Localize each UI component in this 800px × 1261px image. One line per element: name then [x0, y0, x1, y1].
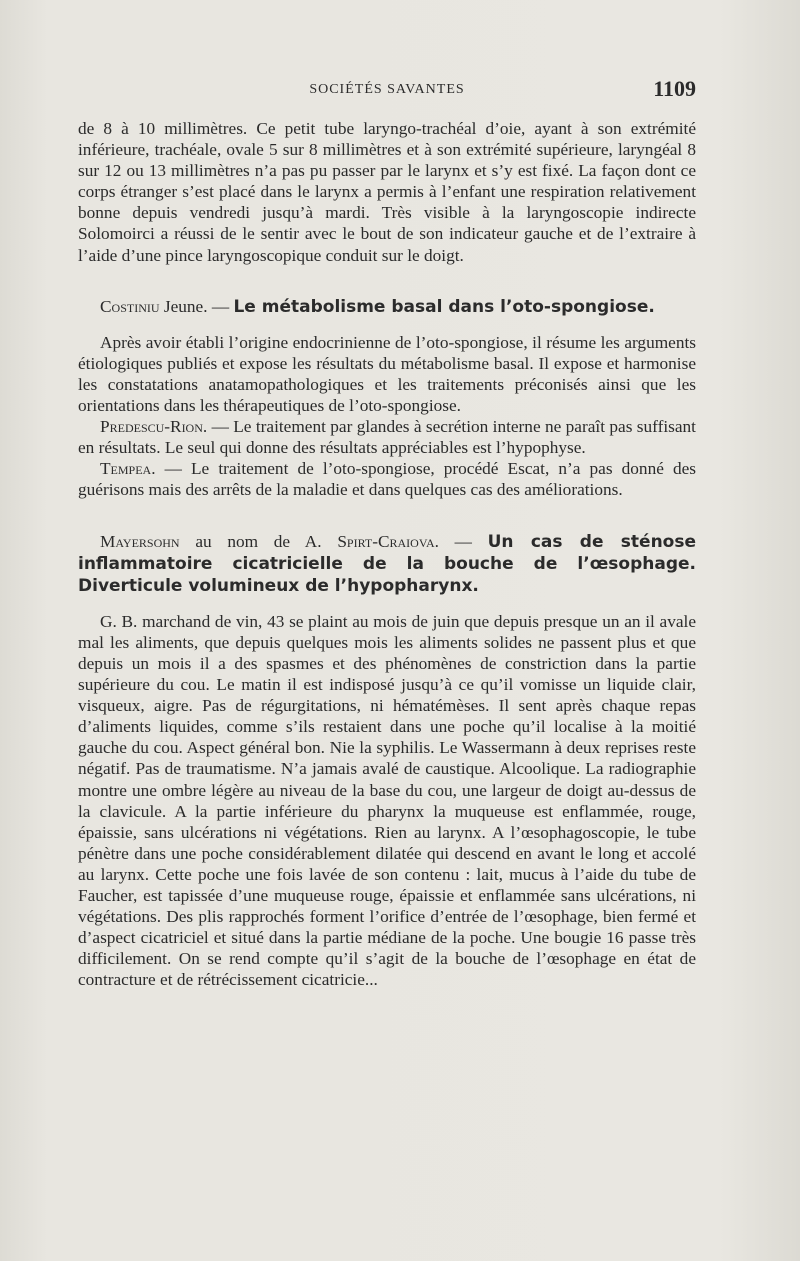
paragraph: G. B. marchand de vin, 43 se plaint au mois de juin que depuis presque un an il avale mal les aliments, que depuis quelques mois les aliments solides ne passent plus et que depuis un mois il a des spasmes et des phénomènes de constriction dans la partie supérieure du cou. Le matin il est indisposé jusqu’à ce qu’il vomisse un liquide clair, visqueux, aigre. Pas de régurgitations, ni hématémèses. Il sent après chaque repas d’aliments liquides, comme s’ils restaient dans une poche qu’il localise à la moitié gauche du cou. Aspect général bon. Nie la syphilis. Le Wassermann à deux reprises reste négatif. Pas de traumatisme. N’a jamais avalé de caustique. Alcoolique. La radiographie montre une ombre légère au niveau de la base du cou, une largeur de doigt au-dessus de la clavicule. A la partie inférieure du pharynx la muqueuse est enflammée, rouge, épaissie, sans ulcérations ni végétations. Rien au larynx. A l’œsophagoscopie, le tube pénètre dans une poche considérablement dilatée qui descend en avant le long et accolé au larynx. Cette poche une fois lavée de son contenu : lait, mucus à l’aide du tube de Faucher, est tapissée d’une muqueuse rouge, épaissie et enflammée sans ulcérations, ni végétations. Des plis rapprochés forment l’orifice d’entrée de l’œsophage, bien fermé et d’aspect cicatriciel et situé dans la partie médiane de la poche. Une bougie 16 passe très difficilement. On se rend compte qu’il s’agit de la bouche de l’œsophage en état de contracture et de rétrécissement cicatricie... [78, 611, 696, 990]
discussion-text: — Le traitement par glandes à secrétion interne ne paraît pas suffisant en résultats. Le seul qui donne des résultats appréciables est l’hypophyse. [78, 417, 696, 458]
body-text [78, 118, 696, 990]
author-name-2: Spirt-Craiova. [337, 531, 439, 551]
speaker-name: Tempea. [100, 459, 156, 479]
section-gap [78, 501, 696, 531]
section-heading-stenose [78, 531, 696, 597]
discussion-paragraph [78, 458, 696, 500]
continuation-paragraph: de 8 à 10 millimètres. Ce petit tube laryngo-trachéal d’oie, ayant à son extrémité inférieure, trachéale, ovale 5 sur 8 millimètres et à son extrémité supérieure, laryngéal 8 sur 12 ou 13 millimètres n’a pas pu passer par le larynx et s’y est fixé. La façon dont ce corps étranger s’est placé dans le larynx a permis à l’enfant une respiration relativement bonne depuis vendredi jusqu’à mardi. Très visible à la laryngoscopie indirecte Solomoirci a réussi de le sentir avec le bout de son indicateur gauche et de l’extraire à l’aide d’une pince laryngoscopique conduit sur le doigt. [78, 119, 696, 265]
section-heading-metabolisme [78, 296, 696, 318]
article-title: Un cas de sténose inflammatoire cicatricielle de la bouche de l’œsophage. Diverticule volumineux de l’hypopharynx. [78, 531, 696, 596]
section-gap [78, 597, 696, 611]
speaker-name: Predescu-Rion. [100, 417, 208, 437]
running-title: SOCIÉTÉS SAVANTES [309, 82, 465, 97]
section-gap [78, 266, 696, 296]
article-title: Le métabolisme basal dans l’oto-spongiose. [233, 296, 655, 317]
author-name: Costiniu [100, 296, 160, 316]
discussion-paragraph [78, 416, 696, 458]
heading-dash: — [211, 296, 230, 316]
page-number: 1109 [653, 76, 696, 101]
author-middle: au nom de A. [195, 531, 322, 551]
section-gap [78, 318, 696, 332]
paragraph: Après avoir établi l’origine endocrinienne de l’oto-spongiose, il résume les arguments étiologiques publiés et expose les résultats du métabolisme basal. Il expose et harmonise les constatations anatamopathologiques et les traitements préconisés ainsi que les orientations dans les thérapeutiques de l’oto-spongiose. [78, 332, 696, 416]
author-name: Mayersohn [100, 531, 180, 551]
heading-dash: — [454, 531, 472, 551]
discussion-text: — Le traitement de l’oto-spongiose, procédé Escat, n’a pas donné des guérisons mais des arrêts de la maladie et dans quelques cas des améliorations. [78, 459, 696, 500]
author-suffix: Jeune. [163, 296, 208, 316]
page-header [78, 78, 696, 102]
